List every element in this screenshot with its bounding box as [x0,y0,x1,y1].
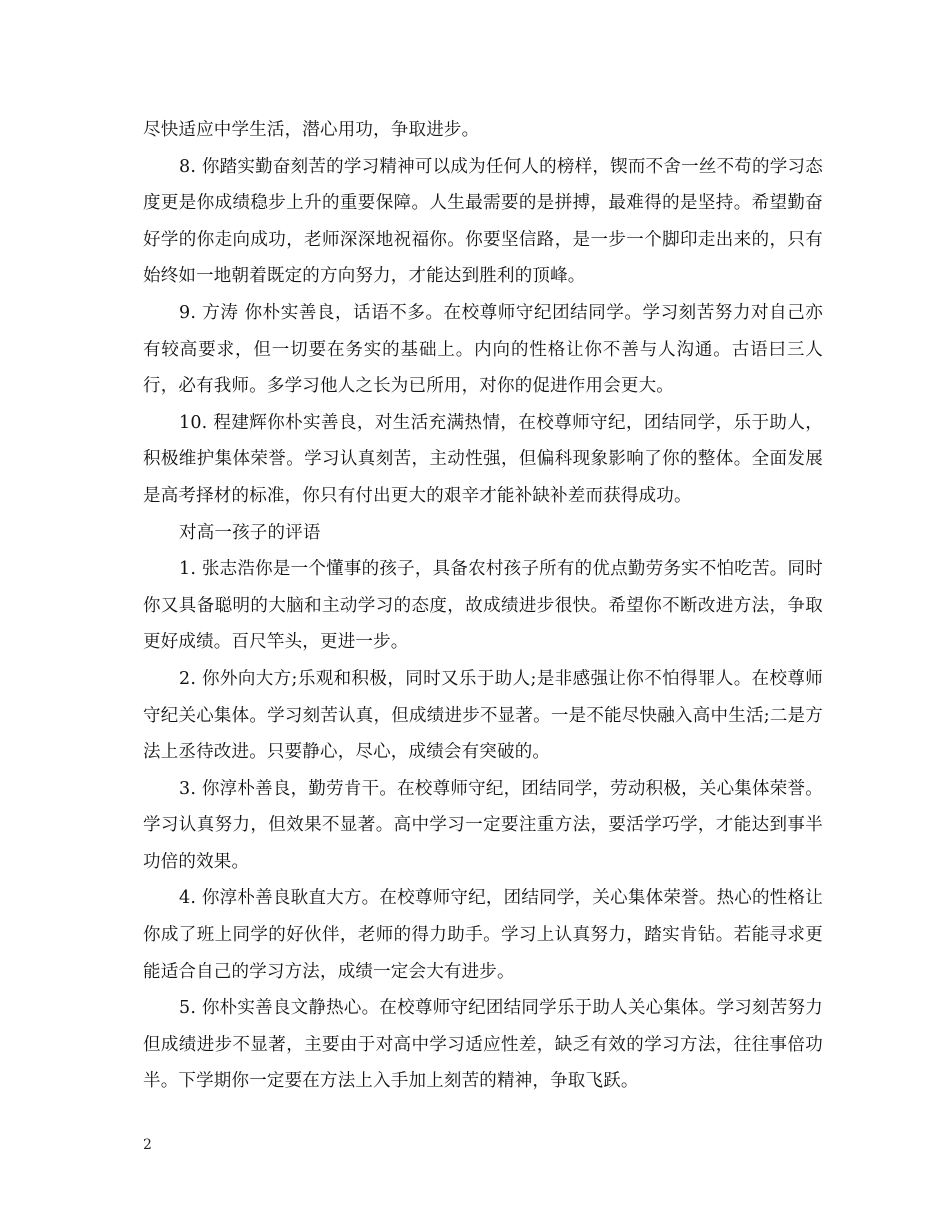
page-number: 2 [143,1137,152,1153]
paragraph-comment-9: 9. 方涛 你朴实善良，话语不多。在校尊师守纪团结同学。学习刻苦努力对自己亦有较高要求，但一切要在务实的基础上。内向的性格让你不善与人沟通。古语曰三人行，必有我师。多学习他人之长为已所用，对你的促进作用会更大。 [143,302,823,397]
paragraph-comment-10: 10. 程建辉你朴实善良，对生活充满热情，在校尊师守纪，团结同学，乐于助人，积极维护集体荣誉。学习认真刻苦，主动性强，但偏科现象影响了你的整体。全面发展是高考择材的标准，你只有付出更大的艰辛才能补缺补差而获得成功。 [143,412,823,506]
paragraph-comment-3: 3. 你淳朴善良，勤劳肯干。在校尊师守纪，团结同学，劳动积极，关心集体荣誉。学习认真努力，但效果不显著。高中学习一定要注重方法，要活学巧学，才能达到事半功倍的效果。 [143,778,823,872]
paragraph-comment-1: 1. 张志浩你是一个懂事的孩子，具备农村孩子所有的优点勤劳务实不怕吃苦。同时你又具备聪明的大脑和主动学习的态度，故成绩进步很快。希望你不断改进方法，争取更好成绩。百尺竿头，更进一步。 [143,559,823,653]
paragraph-comment-8: 8. 你踏实勤奋刻苦的学习精神可以成为任何人的榜样，锲而不舍一丝不苟的学习态度更是你成绩稳步上升的重要保障。人生最需要的是拼搏，最难得的是坚持。希望勤奋好学的你走向成功，老师深深地祝福你。你要坚信路，是一步一个脚印走出来的，只有始终如一地朝着既定的方向努力，才能达到胜利的顶峰。 [143,156,823,287]
paragraph-comment-4: 4. 你淳朴善良耿直大方。在校尊师守纪，团结同学，关心集体荣誉。热心的性格让你成了班上同学的好伙伴，老师的得力助手。学习上认真努力，踏实肯钻。若能寻求更能适合自己的学习方法，成绩一定会大有进步。 [143,888,823,982]
paragraph-continuation: 尽快适应中学生活，潜心用功，争取进步。 [143,120,480,140]
section-heading: 对高一孩子的评语 [179,522,321,543]
paragraph-comment-5: 5. 你朴实善良文静热心。在校尊师守纪团结同学乐于助人关心集体。学习刻苦努力但成绩进步不显著，主要由于对高中学习适应性差，缺乏有效的学习方法，往往事倍功半。下学期你一定要在方法上入手加上刻苦的精神，争取飞跃。 [143,998,823,1092]
paragraph-comment-2: 2. 你外向大方;乐观和积极，同时又乐于助人;是非感强让你不怕得罪人。在校尊师守纪关心集体。学习刻苦认真，但成绩进步不显著。一是不能尽快融入高中生活;二是方法上丞待改进。只要静心，尽心，成绩会有突破的。 [143,668,823,763]
document-body [143,112,823,1100]
